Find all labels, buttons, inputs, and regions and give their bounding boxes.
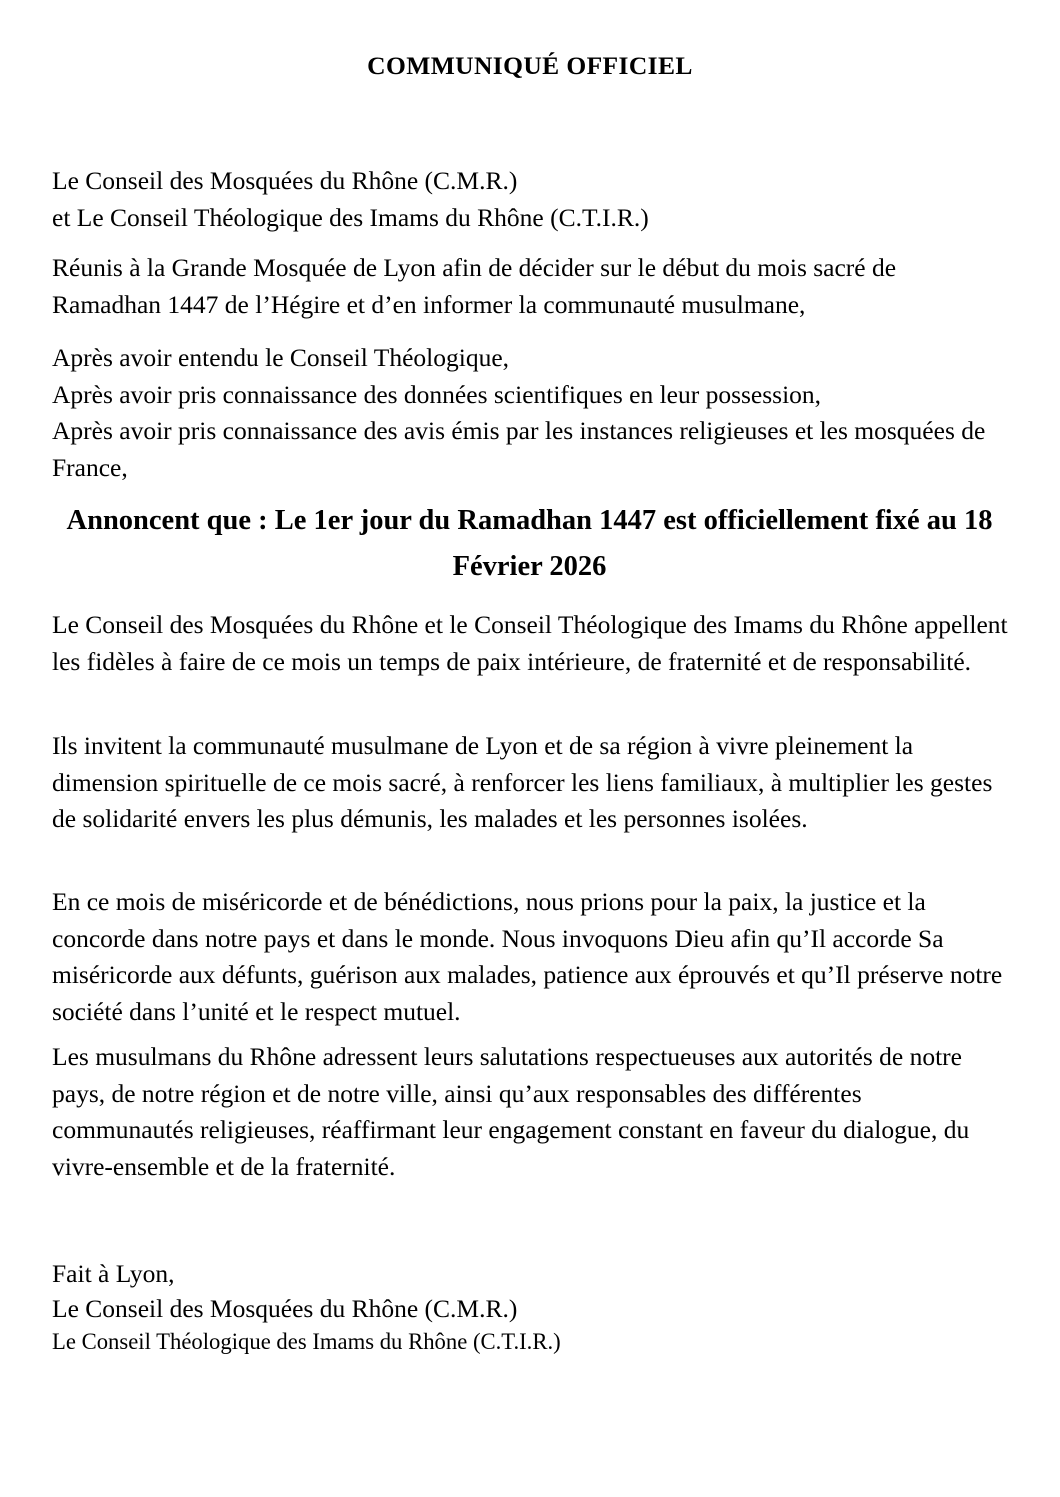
body-paragraph-1: Le Conseil des Mosquées du Rhône et le Conseil Théologique des Imams du Rhône appellent les fidèles à faire de ce mois un temps de paix intérieure, de fraternité et de responsabilité. (52, 610, 1008, 676)
signatory-line-cmr: Le Conseil des Mosquées du Rhône (C.M.R.) (52, 166, 518, 195)
preamble-reunis-text: Réunis à la Grande Mosquée de Lyon afin de décider sur le début du mois sacré de Ramadhan 1447 de l’Hégire et d’en informer la communauté musulmane, (52, 253, 897, 319)
preamble-apres-block (52, 340, 1007, 486)
body-paragraph-4-block (52, 1039, 1002, 1185)
signatory-line-ctir: et Le Conseil Théologique des Imams du Rhône (C.T.I.R.) (52, 202, 649, 232)
body-paragraph-2-block (52, 728, 1002, 838)
body-paragraph-1-block (52, 607, 1010, 680)
announcement-heading: Annoncent que : Le 1er jour du Ramadhan 1447 est officiellement fixé au 18 Février 2026 (66, 505, 993, 582)
body-paragraph-3: En ce mois de miséricorde et de bénédictions, nous prions pour la paix, la justice et la concorde dans notre pays et dans le monde. Nous invoquons Dieu afin qu’Il accorde Sa miséricorde aux défunts, guérison aux malades, patience aux éprouvés et qu’Il préserve notre société dans l’unité et le respect mutuel. (52, 887, 1003, 1026)
signature-org-ctir: Le Conseil Théologique des Imams du Rhône (C.T.I.R.) (52, 1329, 561, 1355)
signature-org-cmr: Le Conseil des Mosquées du Rhône (C.M.R.) (52, 1294, 518, 1323)
signature-place: Fait à Lyon, (52, 1259, 175, 1288)
body-paragraph-3-block (52, 884, 1010, 1030)
preamble-apres-line-3: Après avoir pris connaissance des avis émis par les instances religieuses et les mosquées de France, (52, 416, 986, 482)
preamble-reunis-block (52, 250, 1007, 323)
page-title: COMMUNIQUÉ OFFICIEL (367, 51, 693, 80)
body-paragraph-2: Ils invitent la communauté musulmane de Lyon et de sa région à vivre pleinement la dimension spirituelle de ce mois sacré, à renforcer les liens familiaux, à multiplier les gestes de solidarité envers les plus démunis, les malades et les personnes isolées. (52, 731, 993, 833)
signature-block (52, 1256, 812, 1358)
signatories-header-block (52, 163, 1007, 236)
body-paragraph-4: Les musulmans du Rhône adressent leurs salutations respectueuses aux autorités de notre pays, de notre région et de notre ville, ainsi qu’aux responsables des différentes communautés religieuses, réaffirmant leur engagement constant en faveur du dialogue, du vivre-ensemble et de la fraternité. (52, 1042, 970, 1181)
preamble-apres-line-2: Après avoir pris connaissance des données scientifiques en leur possession, (52, 379, 822, 409)
preamble-apres-line-1: Après avoir entendu le Conseil Théologique, (52, 343, 510, 372)
